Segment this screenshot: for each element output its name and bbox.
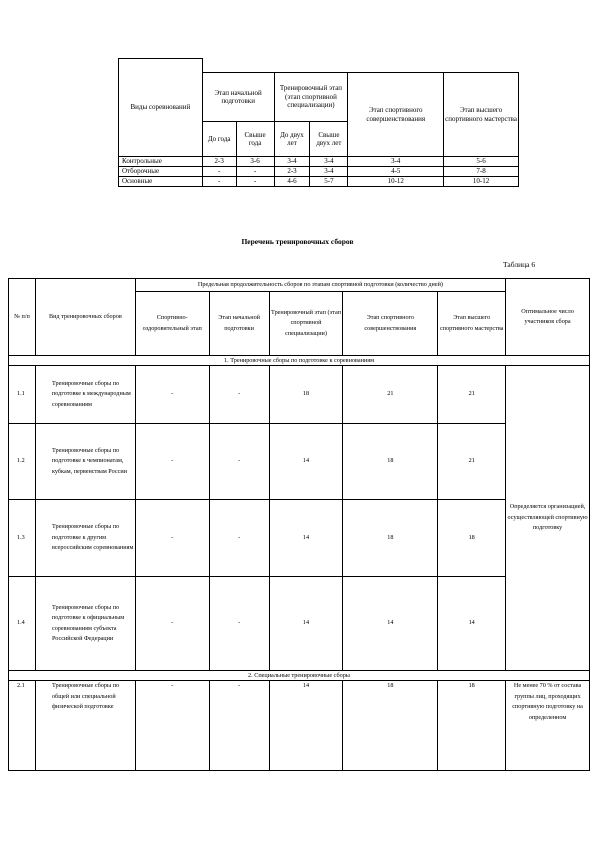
table-row [119, 167, 519, 177]
cell: 4-5 [348, 167, 444, 177]
cell: 10-12 [444, 177, 519, 187]
table-row [119, 157, 519, 167]
row-number: 1.3 [9, 500, 36, 577]
cell: 18 [343, 424, 438, 500]
table-row [119, 177, 519, 187]
blank-header-area [202, 59, 518, 73]
cell: 18 [343, 500, 438, 577]
optimal-header: Оптимальное число участников сбора [506, 279, 590, 356]
cell: 21 [438, 424, 506, 500]
table-row [9, 681, 590, 771]
cell: - [135, 366, 209, 424]
cell: - [209, 424, 269, 500]
cell: 5-7 [310, 177, 348, 187]
row-name: Контрольные [119, 157, 203, 167]
stage-training-header: Тренировочный этап (этап спортивной специализации) [274, 73, 348, 122]
row-name: Основные [119, 177, 203, 187]
row-name: Тренировочные сборы по общей или специальной физической подготовке [35, 681, 135, 771]
cell: 21 [438, 366, 506, 424]
table-row [9, 500, 590, 577]
stage-higher-header: Этап высшего спортивного мастерства [444, 73, 519, 157]
sub-over-year: Свыше года [236, 122, 274, 157]
stage-initial-header: Этап начальной подготовки [202, 73, 274, 122]
row-name: Тренировочные сборы по подготовке к международным соревнованиям [35, 366, 135, 424]
cell: 5-6 [444, 157, 519, 167]
merged-note: Определяется организацией, осуществляющей спортивную подготовку [506, 366, 590, 671]
row-name: Отборочные [119, 167, 203, 177]
cell: Не менее 70 % от состава группы лиц, проходящих спортивную подготовку на определенном [506, 681, 590, 771]
row-name: Тренировочные сборы по подготовке к другим всероссийским соревнованиям [35, 500, 135, 577]
cell: 14 [269, 424, 343, 500]
cell: - [209, 500, 269, 577]
cell: - [236, 167, 274, 177]
cell: 18 [343, 681, 438, 771]
row-number: 1.4 [9, 577, 36, 671]
cell: - [209, 681, 269, 771]
row-number: 2.1 [9, 681, 36, 771]
section-heading: 1. Тренировочные сборы по подготовке к соревнованиям [9, 356, 590, 366]
training-camps-table [8, 278, 590, 771]
cell: 7-8 [444, 167, 519, 177]
table-label: Таблица 6 [503, 260, 536, 269]
table-row [9, 366, 590, 424]
row-name: Тренировочные сборы по подготовке к официальным соревнованиям субъекта Российской Федерации [35, 577, 135, 671]
section-heading: 2. Специальные тренировочные сборы [9, 671, 590, 681]
cell: - [209, 366, 269, 424]
stage-improvement-header: Этап спортивного совершенствования [343, 292, 438, 356]
sub-over-two: Свыше двух лет [310, 122, 348, 157]
row-number: 1.2 [9, 424, 36, 500]
stage-health-header: Спортивно-оздоровительный этап [135, 292, 209, 356]
cell: 3-4 [310, 157, 348, 167]
stage-training-header: Тренировочный этап (этап спортивной специализации) [269, 292, 343, 356]
cell: - [202, 167, 236, 177]
col-types-header: Виды соревнований [119, 59, 203, 157]
table-row [9, 577, 590, 671]
cell: - [135, 681, 209, 771]
max-duration-header: Предельная продолжительность сборов по этапам спортивной подготовки (количество дней) [135, 279, 505, 292]
cell: - [236, 177, 274, 187]
cell: 18 [269, 366, 343, 424]
page-title: Перечень тренировочных сборов [241, 237, 354, 246]
cell: 18 [438, 681, 506, 771]
stage-higher-header: Этап высшего спортивного мастерства [438, 292, 506, 356]
cell: 2-3 [202, 157, 236, 167]
kind-header: Вид тренировочных сборов [35, 279, 135, 356]
sub-upto-two: До двух лет [274, 122, 310, 157]
cell: 10-12 [348, 177, 444, 187]
cell: - [135, 577, 209, 671]
cell: 2-3 [274, 167, 310, 177]
cell: 3-6 [236, 157, 274, 167]
cell: - [135, 424, 209, 500]
row-name: Тренировочные сборы по подготовке к чемпионатам, кубкам, первенствам России [35, 424, 135, 500]
cell: 3-4 [310, 167, 348, 177]
row-number: 1.1 [9, 366, 36, 424]
num-header: № п/п [9, 279, 36, 356]
table-row [9, 424, 590, 500]
stage-improvement-header: Этап спортивного совершенствования [348, 73, 444, 157]
cell: - [209, 577, 269, 671]
cell: 14 [269, 577, 343, 671]
cell: - [202, 177, 236, 187]
cell: 3-4 [274, 157, 310, 167]
competitions-table [118, 58, 519, 187]
cell: 14 [269, 681, 343, 771]
cell: 14 [269, 500, 343, 577]
cell: 18 [438, 500, 506, 577]
stage-initial-header: Этап начальной подготовки [209, 292, 269, 356]
cell: - [135, 500, 209, 577]
sub-upto-year: До года [202, 122, 236, 157]
cell: 21 [343, 366, 438, 424]
cell: 14 [438, 577, 506, 671]
cell: 14 [343, 577, 438, 671]
cell: 3-4 [348, 157, 444, 167]
cell: 4-6 [274, 177, 310, 187]
